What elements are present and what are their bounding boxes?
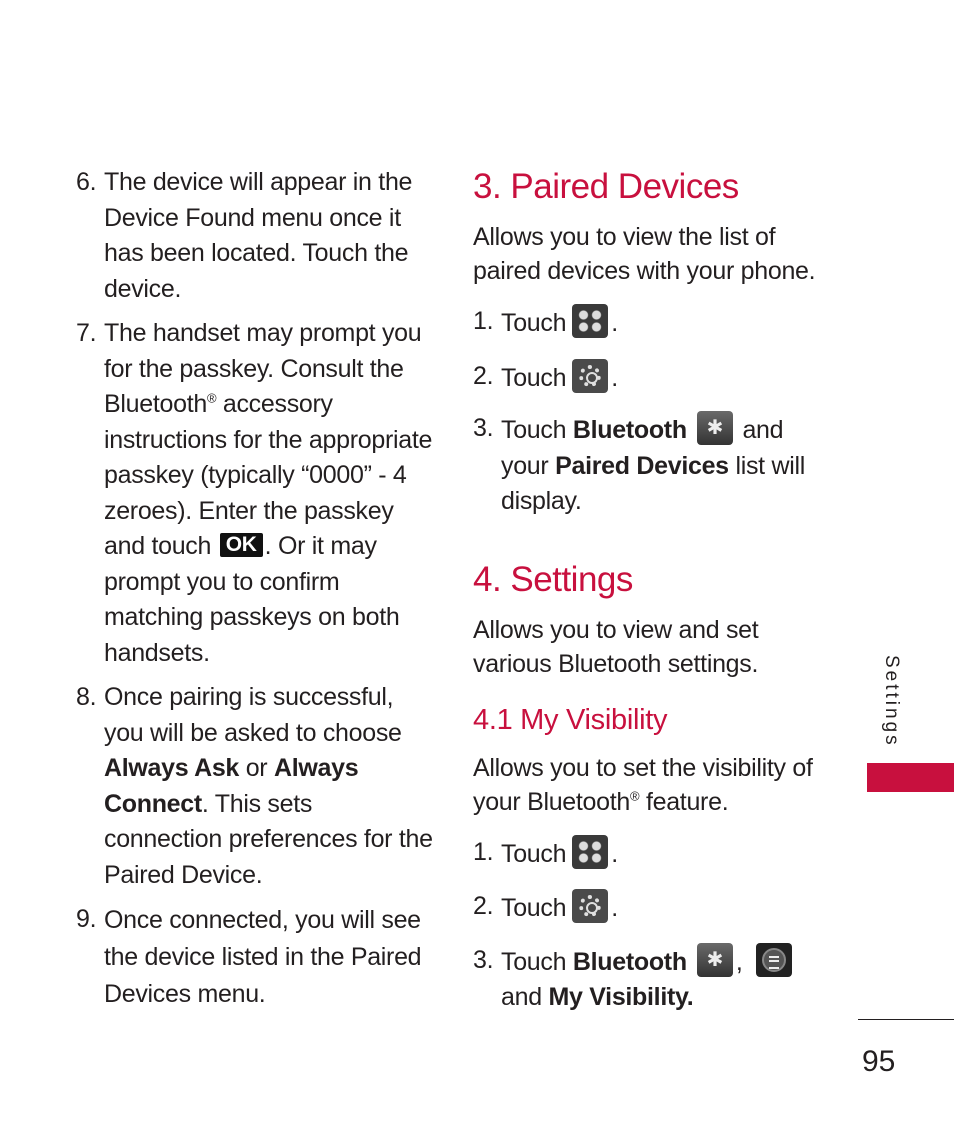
text-run: Touch (501, 309, 567, 337)
step-8 (76, 680, 436, 893)
text-run: . (611, 893, 618, 922)
text-run: . (611, 309, 618, 337)
my-visibility-intro (473, 751, 833, 819)
step-6 (76, 165, 436, 307)
my-visibility-label: My Visibility. (548, 983, 694, 1011)
step-text (501, 359, 833, 397)
paired-step-3 (473, 411, 833, 520)
bluetooth-label: Bluetooth (572, 947, 687, 976)
paired-devices-intro: Allows you to view the list of paired devices with your phone. (473, 223, 816, 285)
step-number: 7. (76, 319, 97, 347)
apps-grid-icon (572, 304, 608, 338)
step-number: 1. (473, 307, 494, 335)
visibility-step-3 (473, 943, 833, 1016)
text-run: Touch (501, 364, 567, 392)
step-text: The device will appear in the Device Found menu once it has been located. Touch the device. (104, 168, 413, 303)
gear-icon (572, 889, 608, 923)
step-number: 1. (473, 837, 494, 866)
step-number: 3. (473, 945, 494, 974)
step-number: 9. (76, 905, 97, 933)
text-run: and (501, 983, 549, 1011)
text-run: Touch (501, 893, 567, 922)
gear-icon (572, 359, 608, 393)
text-run: Touch (501, 839, 567, 868)
text-run: and your (501, 416, 784, 480)
text-run: Touch (501, 947, 573, 976)
bluetooth-icon: ✱ (697, 411, 733, 445)
my-visibility-heading: 4.1 My Visibility (473, 703, 668, 736)
step-number: 2. (473, 362, 494, 390)
registered-mark: ® (630, 788, 640, 804)
step-number: 2. (473, 891, 494, 920)
text-run: Once pairing is successful, you will be asked to choose (104, 683, 402, 747)
visibility-step-2 (473, 889, 833, 927)
registered-mark: ® (206, 390, 217, 406)
menu-icon (756, 943, 792, 977)
step-text (501, 304, 833, 342)
step-number: 3. (473, 414, 494, 442)
text-run: . Or it may prompt you to confirm matching passkeys on both handsets. (104, 532, 400, 667)
paired-step-2 (473, 359, 833, 397)
step-text (501, 411, 833, 520)
step-text: Once connected, you will see the device listed in the Paired Devices menu. (104, 906, 422, 1008)
step-text (104, 680, 436, 893)
text-run: Allows you to set the visibility of your Bluetooth (473, 753, 813, 816)
section-side-label: Settings (881, 655, 902, 748)
step-number: 6. (76, 168, 97, 196)
apps-grid-icon (572, 835, 608, 869)
settings-intro: Allows you to view and set various Bluetooth settings. (473, 615, 759, 678)
page-number: 95 (862, 1045, 896, 1078)
ok-button-icon: OK (220, 533, 263, 557)
step-9 (76, 902, 436, 1013)
step-7 (76, 316, 436, 671)
text-run: The handset may prompt you for the passkey. Consult the Bluetooth (104, 319, 422, 418)
section-tab-marker (867, 763, 954, 792)
bluetooth-icon: ✱ (697, 943, 733, 977)
left-column (76, 165, 436, 1022)
bluetooth-label: Bluetooth (572, 416, 687, 444)
option-always-ask: Always Ask (104, 754, 240, 782)
option-always-connect: Always Connect (104, 754, 359, 818)
step-text (501, 943, 833, 1016)
text-run: , (735, 947, 743, 976)
text-run: . This sets connection preferences for the Paired Device. (104, 789, 433, 889)
text-run: or (239, 754, 274, 782)
right-column (473, 165, 833, 1016)
text-run: feature. (639, 787, 729, 816)
page-number-rule (858, 1019, 954, 1020)
step-number: 8. (76, 683, 97, 711)
step-text (104, 316, 436, 671)
visibility-step-1 (473, 835, 833, 873)
paired-step-1 (473, 304, 833, 342)
step-text (501, 889, 833, 927)
step-text (501, 835, 833, 873)
text-run: accessory instructions for the appropriate passkey (typically “0000” - 4 zeroes). Enter the passkey and touch (104, 390, 433, 560)
text-run: . (611, 364, 618, 392)
paired-devices-heading: 3. Paired Devices (473, 167, 739, 206)
text-run: Touch (501, 416, 573, 444)
settings-heading: 4. Settings (473, 559, 633, 599)
text-run: list will display. (501, 451, 805, 515)
text-run: . (611, 839, 618, 868)
paired-devices-label: Paired Devices (555, 451, 729, 480)
